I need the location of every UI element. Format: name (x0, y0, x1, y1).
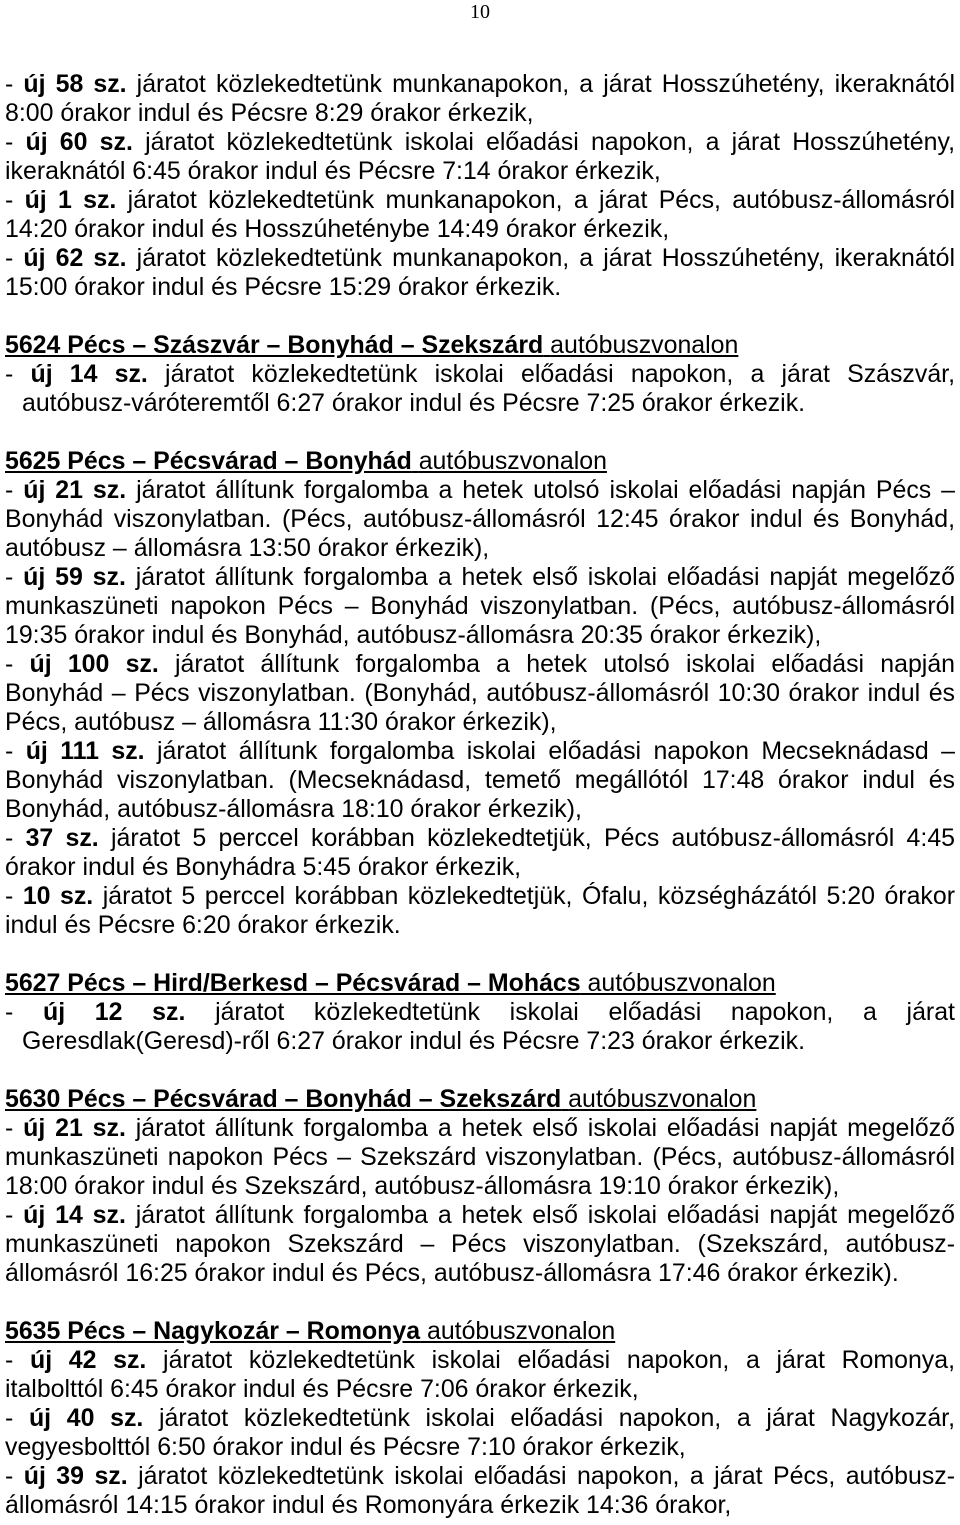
entry-text: járatot közlekedtetünk munkanapokon, a járat Pécs, autóbusz-állomásról (127, 186, 955, 214)
route-heading-suffix: autóbuszvonalon (550, 331, 739, 359)
route-heading-suffix: autóbuszvonalon (418, 447, 607, 475)
route-heading-title: 5627 Pécs – Hird/Berkesd – Pécsvárad – Mohács (5, 969, 581, 997)
entry-line (5, 1346, 955, 1375)
entry-line: autóbusz-váróteremtől 6:27 órakor indul és Pécsre 7:25 órakor érkezik. (22, 389, 806, 417)
route-number-label: új 21 sz. (23, 476, 127, 504)
entry-line: autóbusz – állomásra 13:50 órakor érkezik), (5, 534, 490, 562)
dash-prefix: - (5, 476, 14, 504)
route-number-label: új 12 sz. (42, 998, 186, 1026)
route-heading (5, 1317, 955, 1346)
route-entry (5, 186, 955, 244)
route-entry (5, 650, 955, 737)
route-entry (5, 737, 955, 824)
dash-prefix: - (5, 244, 14, 272)
route-heading-title: 5635 Pécs – Nagykozár – Romonya (5, 1317, 421, 1345)
entry-line: Bonyhád viszonylatban. (Pécs, autóbusz-állomásról 12:45 órakor indul és Bonyhád, (5, 505, 955, 533)
entry-line (5, 360, 955, 389)
dash-prefix: - (5, 650, 14, 678)
entry-text: járatot 5 perccel korábban közlekedtetjük, Ófalu, községházától 5:20 órakor (102, 882, 956, 910)
route-number-label: új 62 sz. (23, 244, 127, 272)
route-number-label: új 111 sz. (25, 737, 145, 765)
route-entry (5, 882, 955, 940)
route-heading-suffix: autóbuszvonalon (587, 969, 776, 997)
route-entry (5, 1462, 955, 1520)
entry-line: 15:00 órakor indul és Pécsre 15:29 órakor érkezik. (5, 273, 562, 301)
route-heading (5, 447, 955, 476)
route-entry (5, 244, 955, 302)
route-section (5, 447, 955, 940)
dash-prefix: - (5, 563, 14, 591)
route-section (5, 1317, 955, 1520)
entry-line (5, 824, 955, 853)
route-entry (5, 1346, 955, 1404)
document-body (5, 70, 955, 1520)
route-heading-title: 5624 Pécs – Szászvár – Bonyhád – Szekszárd (5, 331, 544, 359)
entry-line: Pécs, autóbusz – állomásra 11:30 órakor érkezik), (5, 708, 557, 736)
entry-text: járatot közlekedtetünk iskolai előadási napokon, a járat Nagykozár, (159, 1404, 955, 1432)
entry-text: járatot 5 perccel korábban közlekedtetjük, Pécs autóbusz-állomásról 4:45 (110, 824, 956, 852)
route-entry (5, 128, 955, 186)
entry-line: állomásról 14:15 órakor indul és Romonyára érkezik 14:36 órakor, (5, 1491, 732, 1519)
entry-line (5, 998, 955, 1027)
route-entry (5, 563, 955, 650)
route-heading-suffix: autóbuszvonalon (426, 1317, 616, 1345)
route-section (5, 969, 955, 1056)
entry-line: 18:00 órakor indul és Szekszárd, autóbusz-állomásra 19:10 órakor érkezik), (5, 1172, 840, 1200)
entry-line: állomásról 16:25 órakor indul és Pécs, autóbusz-állomásra 17:46 órakor érkezik). (5, 1259, 899, 1287)
route-heading (5, 331, 955, 360)
entry-line (5, 882, 955, 911)
dash-prefix: - (5, 1201, 14, 1229)
entry-line (5, 650, 955, 679)
entry-text: járatot állítunk forgalomba a hetek első iskolai előadási napját megelőző (135, 563, 955, 591)
route-entry (5, 1114, 955, 1201)
dash-prefix: - (5, 1114, 14, 1142)
entry-line (5, 244, 955, 273)
entry-line: munkaszüneti napokon Szekszárd – Pécs viszonylatban. (Szekszárd, autóbusz- (5, 1230, 955, 1258)
continued-entries (5, 70, 955, 302)
dash-prefix: - (5, 998, 14, 1026)
entry-line: indul és Pécsre 6:20 órakor érkezik. (5, 911, 401, 939)
dash-prefix: - (5, 737, 14, 765)
entry-text: járatot állítunk forgalomba iskolai előadási napokon Mecseknádasd – (157, 737, 956, 765)
entry-line: Bonyhád, autóbusz-állomásra 18:10 órakor érkezik), (5, 795, 582, 823)
entry-text: járatot állítunk forgalomba a hetek első iskolai előadási napját megelőző (135, 1114, 955, 1142)
entry-text: járatot közlekedtetünk munkanapokon, a járat Hosszúhetény, ikeraknától (136, 244, 955, 272)
entry-line: Bonyhád – Pécs viszonylatban. (Bonyhád, autóbusz-állomásról 10:30 órakor indul és (5, 679, 955, 707)
route-heading (5, 969, 955, 998)
route-number-label: új 40 sz. (28, 1404, 144, 1432)
entry-text: járatot közlekedtetünk iskolai előadási napokon, a járat Romonya, (163, 1346, 956, 1374)
route-entry (5, 824, 955, 882)
page-number: 10 (470, 1, 490, 23)
entry-line (5, 128, 955, 157)
route-number-label: 37 sz. (25, 824, 99, 852)
dash-prefix: - (5, 1346, 14, 1374)
entry-text: járatot közlekedtetünk munkanapokon, a járat Hosszúhetény, ikeraknától (136, 70, 955, 98)
dash-prefix: - (5, 882, 14, 910)
entry-line: vegyesbolttól 6:50 órakor indul és Pécsre 7:10 órakor érkezik, (5, 1433, 686, 1461)
route-entry (5, 1404, 955, 1462)
dash-prefix: - (5, 70, 14, 98)
dash-prefix: - (5, 128, 14, 156)
route-section (5, 1085, 955, 1288)
entry-text: járatot közlekedtetünk iskolai előadási napokon, a járat Szászvár, (165, 360, 955, 388)
dash-prefix: - (5, 1404, 14, 1432)
entry-line (5, 186, 955, 215)
entry-line: 8:00 órakor indul és Pécsre 8:29 órakor érkezik, (5, 99, 534, 127)
route-number-label: új 60 sz. (25, 128, 133, 156)
entry-line: italbolttól 6:45 órakor indul és Pécsre 7:06 órakor érkezik, (5, 1375, 639, 1403)
dash-prefix: - (5, 186, 14, 214)
route-number-label: új 21 sz. (23, 1114, 126, 1142)
entry-text: járatot állítunk forgalomba a hetek utolsó iskolai előadási napján Pécs – (136, 476, 956, 504)
route-number-label: új 59 sz. (23, 563, 126, 591)
entry-line (5, 1201, 955, 1230)
entry-line: ikeraknától 6:45 órakor indul és Pécsre 7:14 órakor érkezik, (5, 157, 661, 185)
route-number-label: új 100 sz. (29, 650, 159, 678)
route-heading-title: 5630 Pécs – Pécsvárad – Bonyhád – Szekszárd (5, 1085, 562, 1113)
dash-prefix: - (5, 360, 14, 388)
entry-line: órakor indul és Bonyhádra 5:45 órakor érkezik, (5, 853, 522, 881)
route-entry (5, 476, 955, 563)
route-number-label: új 42 sz. (29, 1346, 147, 1374)
entry-line: Geresdlak(Geresd)-ről 6:27 órakor indul és Pécsre 7:23 órakor érkezik. (22, 1027, 806, 1055)
entry-text: járatot állítunk forgalomba a hetek első iskolai előadási napját megelőző (135, 1201, 955, 1229)
entry-line (5, 1404, 955, 1433)
dash-prefix: - (5, 1462, 14, 1490)
route-heading (5, 1085, 955, 1114)
entry-line (5, 737, 955, 766)
route-entry (5, 1201, 955, 1288)
route-entry (5, 998, 955, 1056)
dash-prefix: - (5, 824, 14, 852)
route-heading-suffix: autóbuszvonalon (568, 1085, 757, 1113)
entry-line: munkaszüneti napokon Pécs – Szekszárd viszonylatban. (Pécs, autóbusz-állomásról (5, 1143, 955, 1171)
route-number-label: új 14 sz. (30, 360, 148, 388)
route-heading-title: 5625 Pécs – Pécsvárad – Bonyhád (5, 447, 412, 475)
entry-line: 14:20 órakor indul és Hosszúheténybe 14:49 órakor érkezik, (5, 215, 670, 243)
entry-line (5, 476, 955, 505)
entry-line: 19:35 órakor indul és Bonyhád, autóbusz-állomásra 20:35 órakor érkezik), (5, 621, 822, 649)
entry-text: járatot állítunk forgalomba a hetek utolsó iskolai előadási napján (175, 650, 955, 678)
entry-line: Bonyhád viszonylatban. (Mecseknádasd, temető megállótól 17:48 órakor indul és (5, 766, 955, 794)
entry-text: járatot közlekedtetünk iskolai előadási napokon, a járat (215, 998, 955, 1026)
entry-line (5, 1114, 955, 1143)
entry-text: járatot közlekedtetünk iskolai előadási napokon, a járat Hosszúhetény, (145, 128, 956, 156)
route-number-label: 10 sz. (22, 882, 94, 910)
route-entry (5, 70, 955, 128)
route-number-label: új 39 sz. (23, 1462, 128, 1490)
route-number-label: új 1 sz. (24, 186, 117, 214)
route-number-label: új 14 sz. (23, 1201, 126, 1229)
route-section (5, 331, 955, 418)
entry-text: járatot közlekedtetünk iskolai előadási napokon, a járat Pécs, autóbusz- (138, 1462, 956, 1490)
entry-line: munkaszüneti napokon Pécs – Bonyhád viszonylatban. (Pécs, autóbusz-állomásról (5, 592, 955, 620)
route-entry (5, 360, 955, 418)
route-number-label: új 58 sz. (23, 70, 127, 98)
entry-line (5, 563, 955, 592)
entry-line (5, 70, 955, 99)
entry-line (5, 1462, 955, 1491)
